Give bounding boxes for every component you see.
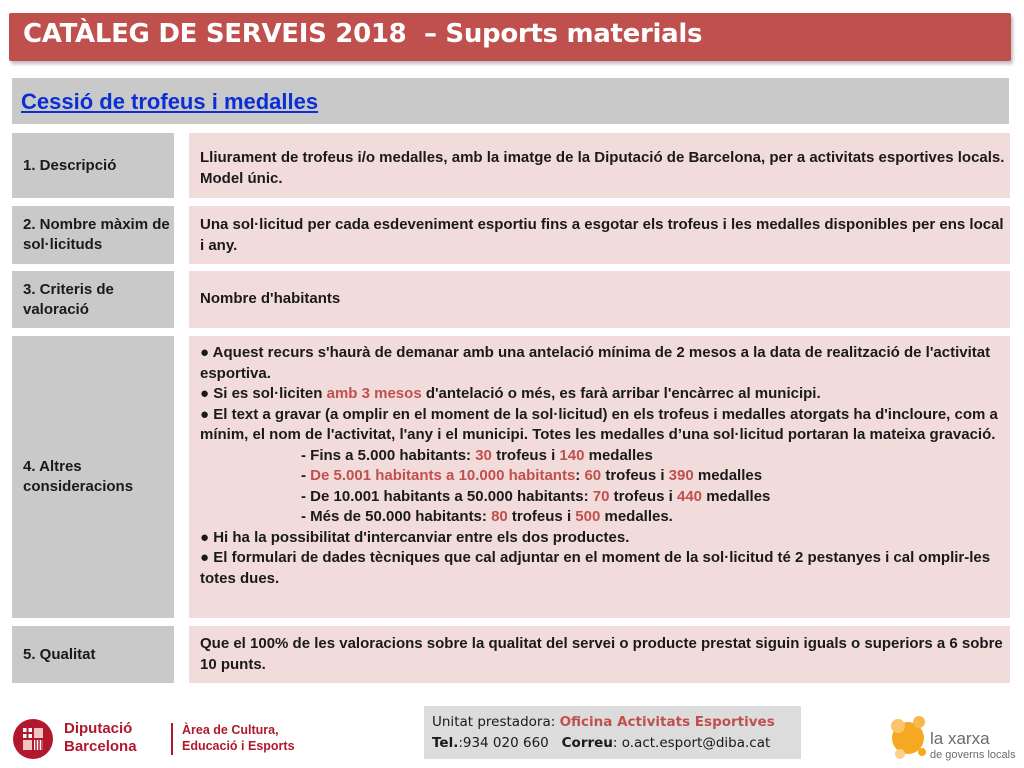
diputacio-shield-icon [12, 717, 54, 761]
paragraph-intercanviar: ● Hi ha la possibilitat d'intercanviar entre els dos productes. [200, 528, 630, 546]
row-label-nombre-maxim: 2. Nombre màxim de sol·licituds [12, 206, 174, 264]
xarxa-logo [886, 708, 1016, 764]
footer-contact: Tel.:934 020 660 Correu: o.act.esport@diba.cat [432, 735, 771, 751]
page-title: CATÀLEG DE SERVEIS 2018 – Suports materials [23, 19, 703, 49]
footer-contact-box [424, 706, 801, 759]
row-content-criteris: Nombre d'habitants [189, 271, 1010, 328]
row-label-altres: 4. Altres consideracions [12, 336, 174, 618]
xarxa-subtitle: de governs locals [930, 749, 1016, 761]
header-banner [9, 13, 1011, 61]
row-content-qualitat: Que el 100% de les valoracions sobre la qualitat del servei o producte prestat siguin iguals o superiors a 6 sobre 10 punts. [189, 626, 1010, 683]
footer-unit: Unitat prestadora: Oficina Activitats Esportives [432, 714, 775, 730]
row-content-altres [189, 336, 1010, 618]
row-label-criteris: 3. Criteris de valoració [12, 271, 174, 328]
tier-fins-5000: - Fins a 5.000 habitants: 30 trofeus i 140 medalles [301, 446, 653, 464]
paragraph-text-gravar: ● El text a gravar (a omplir en el moment de la sol·licitud) en els trofeus i medalles atorgats ha d'incloure, com a mínim, el nom de l'activitat, l'any i el municipi. Totes les medalles d’una sol·licitud portaran la mateixa gravació. [200, 405, 998, 443]
diputacio-name: Diputació Barcelona [64, 720, 137, 755]
section-title-link[interactable]: Cessió de trofeus i medalles [21, 89, 319, 114]
logo-separator [171, 723, 173, 755]
row-content-descripcio: Lliurament de trofeus i/o medalles, amb la imatge de la Diputació de Barcelona, per a activitats esportives locals. Model únic. [189, 133, 1010, 198]
tier-mes-50000: - Més de 50.000 habitants: 80 trofeus i 500 medalles. [301, 508, 673, 525]
area-name: Àrea de Cultura, Educació i Esports [182, 723, 295, 753]
tier-5001-10000: - De 5.001 habitants a 10.000 habitants: 60 trofeus i 390 medalles [301, 467, 763, 484]
paragraph-formulari: ● El formulari de dades tècniques que cal adjuntar en el moment de la sol·licitud té 2 pestanyes i cal omplir-les totes dues. [200, 549, 991, 587]
tier-10001-50000: - De 10.001 habitants a 50.000 habitants: 70 trofeus i 440 medalles [301, 487, 771, 505]
section-bar [12, 78, 1009, 124]
diputacio-logo [12, 713, 312, 763]
row-label-qualitat: 5. Qualitat [12, 626, 174, 683]
row-label-descripcio: 1. Descripció [12, 133, 174, 198]
row-content-nombre-maxim: Una sol·licitud per cada esdeveniment esportiu fins a esgotar els trofeus i les medalles disponibles per ens local i any. [189, 206, 1010, 264]
xarxa-title: la xarxa [930, 729, 990, 748]
paragraph-antelacio: ● Aquest recurs s'haurà de demanar amb una antelació mínima de 2 mesos a la data de realització de l'activitat esportiva. [200, 344, 991, 382]
paragraph-3-mesos: ● Si es sol·liciten amb 3 mesos d'antelació o més, es farà arribar l'encàrrec al municipi. [200, 385, 821, 402]
